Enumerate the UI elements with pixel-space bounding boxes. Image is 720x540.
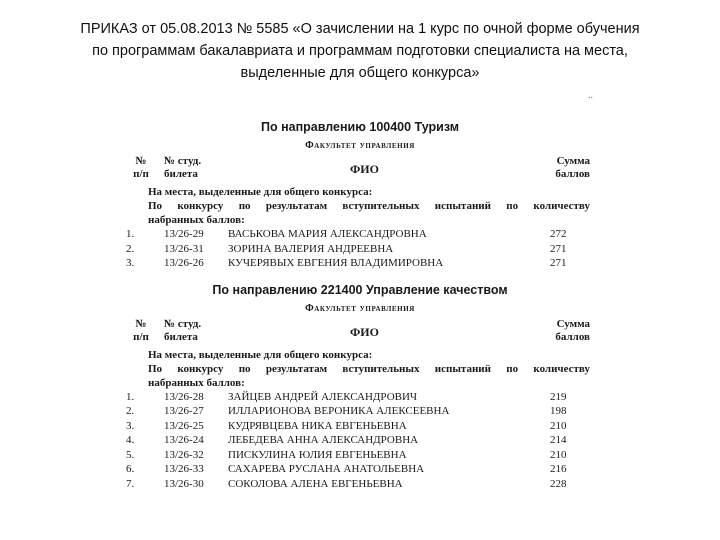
order-header-line-1: ПРИКАЗ от 05.08.2013 № 5585 «О зачислении на 1 курс по очной форме обучения [80, 21, 640, 37]
row-name: ЗАЙЦЕВ АНДРЕЙ АЛЕКСАНДРОВИЧ [228, 390, 418, 403]
column-number [130, 155, 152, 181]
row-ticket: 13/26-28 [164, 390, 204, 403]
row-ticket: 13/26-26 [164, 257, 204, 269]
row-name: ЗОРИНА ВАЛЕРИЯ АНДРЕЕВНА [228, 242, 394, 255]
competition-line-1: По конкурсу по результатам вступительных испытаний по количеству [148, 362, 590, 375]
competition-line-2: набранных баллов: [148, 214, 245, 226]
row-name: ИЛЛАРИОНОВА ВЕРОНИКА АЛЕКСЕЕВНА [228, 405, 450, 417]
column-ticket-line-2: билета [164, 330, 198, 343]
corner-mark: .. [588, 90, 594, 100]
column-number [130, 318, 152, 344]
scanned-document [120, 118, 600, 491]
row-score: 214 [550, 434, 567, 446]
row-name: КУДРЯВЦЕВА НИКА ЕВГЕНЬЕВНА [228, 419, 407, 432]
row-index: 7. [126, 477, 135, 490]
column-fio: ФИО [350, 162, 379, 176]
table-row [120, 433, 600, 448]
competition-line-1: По конкурсу по результатам вступительных испытаний по количеству [148, 200, 590, 212]
row-score: 210 [550, 419, 567, 432]
row-score: 271 [550, 257, 567, 269]
row-index: 5. [126, 448, 135, 461]
row-ticket: 13/26-31 [164, 242, 204, 255]
row-index: 3. [126, 257, 135, 269]
row-ticket: 13/26-29 [164, 228, 204, 240]
row-score: 216 [550, 463, 567, 475]
student-list [120, 227, 600, 271]
column-fio: ФИО [350, 324, 379, 339]
row-score: 219 [550, 390, 567, 403]
section-title: По направлению 221400 Управление качеством [212, 282, 508, 297]
column-ticket-line-1: № студ. [164, 155, 202, 167]
table-row [120, 477, 600, 492]
column-ticket-line-1: № студ. [164, 317, 202, 330]
row-index: 2. [126, 405, 135, 417]
student-list [120, 390, 600, 492]
place-type: На места, выделенные для общего конкурса: [148, 348, 373, 361]
competition-line-2: набранных баллов: [148, 376, 245, 389]
faculty-name: Факультет управления [305, 140, 415, 151]
row-ticket: 13/26-33 [164, 463, 204, 475]
column-score-line-1: Сумма [556, 155, 590, 167]
table-row [120, 419, 600, 434]
row-name: ПИСКУЛИНА ЮЛИЯ ЕВГЕНЬЕВНА [228, 448, 407, 461]
section-quality-management [120, 283, 600, 492]
column-score-line-2: баллов [555, 168, 590, 180]
table-header [120, 318, 600, 348]
column-ticket-line-2: билета [164, 168, 198, 180]
row-index: 4. [126, 434, 135, 446]
row-ticket: 13/26-25 [164, 419, 204, 432]
column-number-line-1: № [135, 317, 147, 330]
column-score-line-1: Сумма [556, 317, 590, 330]
row-name: СОКОЛОВА АЛЕНА ЕВГЕНЬЕВНА [228, 477, 403, 490]
row-index: 6. [126, 463, 135, 475]
row-name: ВАСЬКОВА МАРИЯ АЛЕКСАНДРОВНА [228, 228, 427, 240]
column-number-line-2: п/п [133, 168, 149, 180]
row-ticket: 13/26-24 [164, 434, 204, 446]
table-row [120, 227, 600, 242]
order-header-line-2: по программам бакалавриата и программам подготовки специалиста на места, [92, 43, 628, 59]
row-index: 1. [126, 390, 135, 403]
table-row [120, 404, 600, 419]
table-row [120, 242, 600, 257]
row-ticket: 13/26-27 [164, 405, 204, 417]
column-number-line-2: п/п [133, 330, 149, 343]
row-name: САХАРЕВА РУСЛАНА АНАТОЛЬЕВНА [228, 463, 425, 475]
column-ticket [164, 155, 201, 181]
section-tourism [120, 120, 600, 271]
column-score [555, 318, 590, 344]
table-row [120, 462, 600, 477]
column-ticket [164, 318, 201, 344]
table-row [120, 448, 600, 463]
row-score: 210 [550, 448, 567, 461]
row-score: 228 [550, 477, 567, 490]
row-score: 271 [550, 242, 567, 255]
row-score: 272 [550, 228, 567, 240]
row-ticket: 13/26-30 [164, 477, 204, 490]
row-score: 198 [550, 405, 567, 417]
row-index: 1. [126, 228, 135, 240]
table-row [120, 390, 600, 405]
row-ticket: 13/26-32 [164, 448, 204, 461]
table-header [120, 155, 600, 185]
row-index: 2. [126, 242, 135, 255]
order-header-line-3: выделенные для общего конкурса» [240, 65, 480, 81]
order-header [10, 18, 710, 84]
row-name: ЛЕБЕДЕВА АННА АЛЕКСАНДРОВНА [228, 434, 419, 446]
column-score [555, 155, 590, 181]
section-title: По направлению 100400 Туризм [261, 120, 459, 134]
row-index: 3. [126, 419, 135, 432]
faculty-name: Факультет управления [305, 302, 415, 314]
place-type: На места, выделенные для общего конкурса: [148, 186, 373, 198]
column-number-line-1: № [135, 155, 147, 167]
column-score-line-2: баллов [555, 330, 590, 343]
table-row [120, 256, 600, 271]
row-name: КУЧЕРЯВЫХ ЕВГЕНИЯ ВЛАДИМИРОВНА [228, 257, 444, 269]
